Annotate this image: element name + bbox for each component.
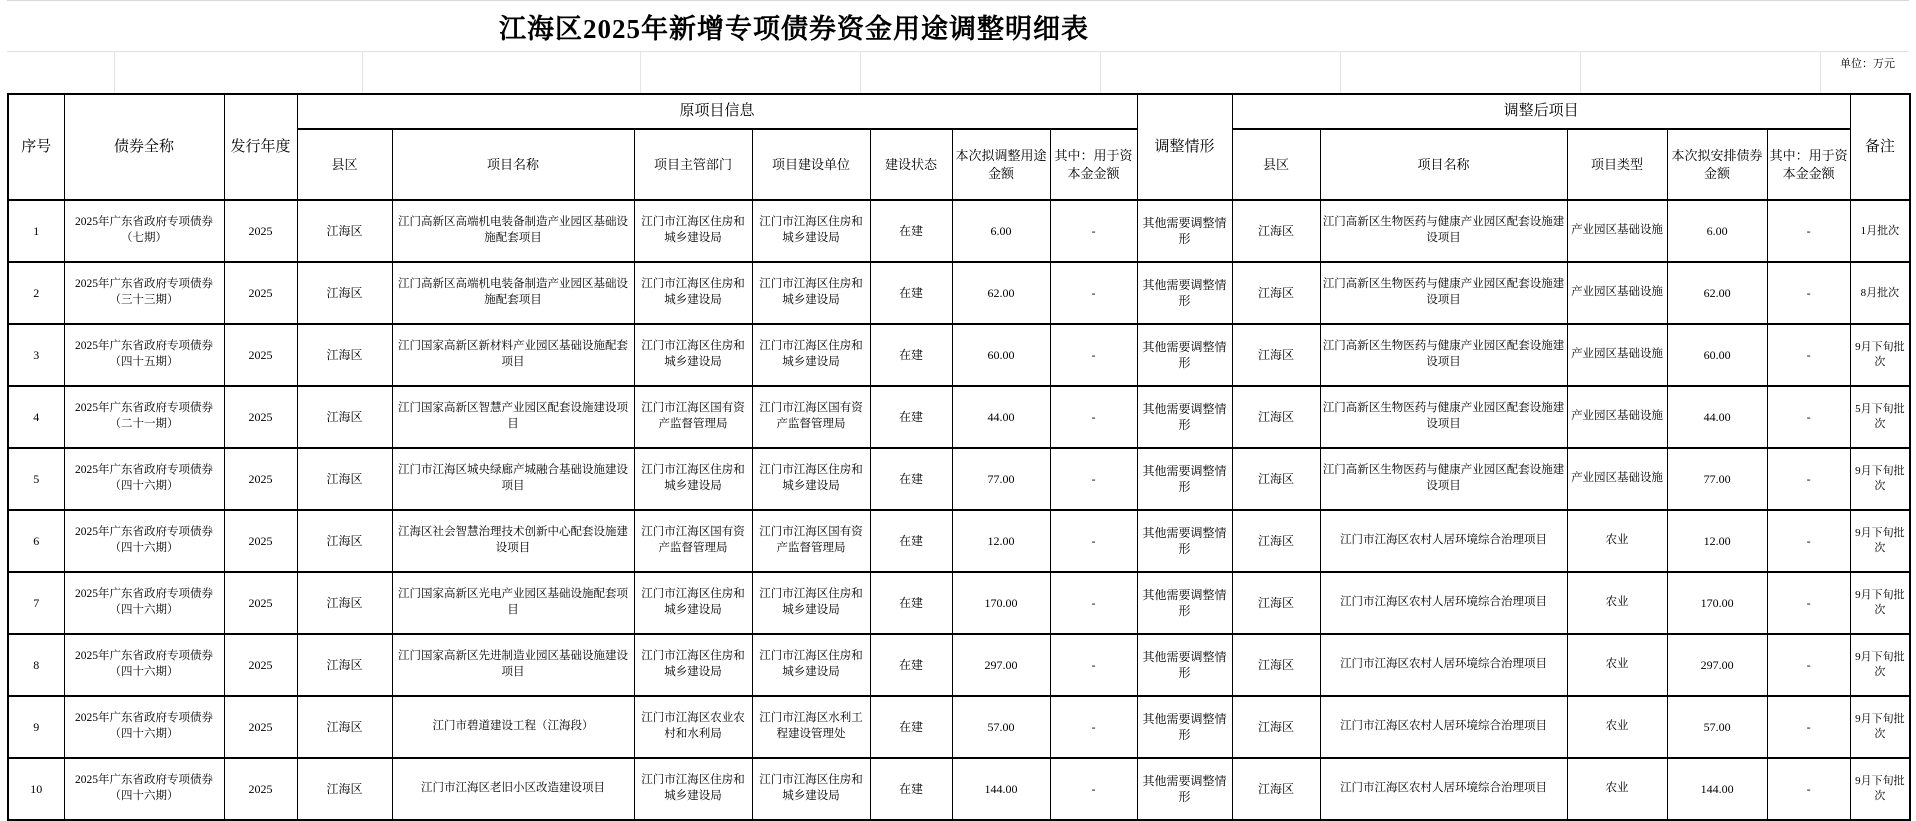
table-body — [8, 200, 1910, 820]
cell-issue-year: 2025 — [224, 572, 297, 634]
cell-orig-project: 江门国家高新区光电产业园区基础设施配套项目 — [392, 572, 634, 634]
cell-orig-dept: 江门市江海区住房和城乡建设局 — [634, 572, 752, 634]
cell-bond-name: 2025年广东省政府专项债券（四十六期） — [64, 634, 224, 696]
cell-adjust-case: 其他需要调整情形 — [1137, 262, 1232, 324]
cell-orig-project: 江门国家高新区新材料产业园区基础设施配套项目 — [392, 324, 634, 386]
col-header-orig-capital: 其中：用于资本金金额 — [1050, 129, 1137, 200]
cell-adjust-case: 其他需要调整情形 — [1137, 758, 1232, 820]
cell-bond-name: 2025年广东省政府专项债券（二十一期） — [64, 386, 224, 448]
cell-adj-project: 江门高新区生物医药与健康产业园区配套设施建设项目 — [1320, 448, 1567, 510]
cell-orig-amount: 297.00 — [952, 634, 1050, 696]
cell-adj-county: 江海区 — [1232, 572, 1320, 634]
cell-remark: 9月下旬批次 — [1850, 696, 1910, 758]
cell-bond-name: 2025年广东省政府专项债券（七期） — [64, 200, 224, 262]
bond-adjustment-table — [7, 93, 1911, 821]
cell-adj-amount: 62.00 — [1667, 262, 1767, 324]
cell-orig-capital: - — [1050, 758, 1137, 820]
cell-adj-type: 农业 — [1567, 510, 1667, 572]
cell-orig-capital: - — [1050, 386, 1137, 448]
sheet-gridline — [1580, 52, 1581, 93]
cell-orig-dept: 江门市江海区住房和城乡建设局 — [634, 448, 752, 510]
cell-seq: 2 — [8, 262, 64, 324]
cell-issue-year: 2025 — [224, 386, 297, 448]
sheet-gridline — [640, 52, 641, 93]
cell-issue-year: 2025 — [224, 262, 297, 324]
cell-orig-status: 在建 — [870, 696, 952, 758]
cell-orig-builder: 江门市江海区住房和城乡建设局 — [752, 572, 870, 634]
cell-issue-year: 2025 — [224, 510, 297, 572]
cell-orig-capital: - — [1050, 510, 1137, 572]
cell-remark: 9月下旬批次 — [1850, 448, 1910, 510]
page-title: 江海区2025年新增专项债券资金用途调整明细表 — [499, 13, 1089, 44]
cell-issue-year: 2025 — [224, 324, 297, 386]
cell-orig-dept: 江门市江海区住房和城乡建设局 — [634, 200, 752, 262]
cell-seq: 9 — [8, 696, 64, 758]
sheet-gridline — [1820, 52, 1821, 93]
header-bond-name: 债券全称 — [64, 94, 224, 200]
cell-orig-county: 江海区 — [297, 510, 392, 572]
cell-adj-amount: 44.00 — [1667, 386, 1767, 448]
cell-adj-type: 产业园区基础设施 — [1567, 200, 1667, 262]
cell-seq: 3 — [8, 324, 64, 386]
sheet-gridline — [114, 52, 115, 93]
cell-orig-dept: 江门市江海区住房和城乡建设局 — [634, 758, 752, 820]
cell-adj-county: 江海区 — [1232, 696, 1320, 758]
cell-orig-dept: 江门市江海区国有资产监督管理局 — [634, 386, 752, 448]
cell-adj-type: 农业 — [1567, 696, 1667, 758]
cell-orig-status: 在建 — [870, 200, 952, 262]
table-row — [8, 758, 1910, 820]
cell-seq: 10 — [8, 758, 64, 820]
cell-orig-dept: 江门市江海区住房和城乡建设局 — [634, 324, 752, 386]
col-header-adj-capital: 其中：用于资本金金额 — [1767, 129, 1850, 200]
cell-adj-county: 江海区 — [1232, 324, 1320, 386]
cell-orig-status: 在建 — [870, 634, 952, 696]
cell-adj-amount: 170.00 — [1667, 572, 1767, 634]
col-header-adj-type: 项目类型 — [1567, 129, 1667, 200]
cell-remark: 9月下旬批次 — [1850, 758, 1910, 820]
cell-orig-amount: 62.00 — [952, 262, 1050, 324]
col-header-orig-dept: 项目主管部门 — [634, 129, 752, 200]
sheet-page — [7, 0, 1909, 821]
cell-orig-status: 在建 — [870, 324, 952, 386]
cell-adj-capital: - — [1767, 758, 1850, 820]
cell-orig-status: 在建 — [870, 572, 952, 634]
cell-remark: 9月下旬批次 — [1850, 634, 1910, 696]
cell-adj-capital: - — [1767, 200, 1850, 262]
cell-adj-project: 江门高新区生物医药与健康产业园区配套设施建设项目 — [1320, 324, 1567, 386]
cell-adj-amount: 297.00 — [1667, 634, 1767, 696]
unit-strip — [7, 51, 1909, 93]
cell-orig-builder: 江门市江海区住房和城乡建设局 — [752, 200, 870, 262]
cell-adjust-case: 其他需要调整情形 — [1137, 696, 1232, 758]
cell-bond-name: 2025年广东省政府专项债券（四十六期） — [64, 696, 224, 758]
cell-orig-builder: 江门市江海区住房和城乡建设局 — [752, 758, 870, 820]
cell-orig-project: 江海区社会智慧治理技术创新中心配套设施建设项目 — [392, 510, 634, 572]
cell-remark: 1月批次 — [1850, 200, 1910, 262]
cell-adj-project: 江门高新区生物医药与健康产业园区配套设施建设项目 — [1320, 262, 1567, 324]
col-header-orig-amount: 本次拟调整用途金额 — [952, 129, 1050, 200]
cell-seq: 5 — [8, 448, 64, 510]
cell-orig-amount: 60.00 — [952, 324, 1050, 386]
table-row — [8, 448, 1910, 510]
cell-orig-amount: 77.00 — [952, 448, 1050, 510]
cell-adj-county: 江海区 — [1232, 448, 1320, 510]
cell-orig-amount: 6.00 — [952, 200, 1050, 262]
cell-remark: 9月下旬批次 — [1850, 510, 1910, 572]
header-seq: 序号 — [8, 94, 64, 200]
col-header-orig-project: 项目名称 — [392, 129, 634, 200]
cell-orig-amount: 170.00 — [952, 572, 1050, 634]
cell-orig-county: 江海区 — [297, 572, 392, 634]
cell-adjust-case: 其他需要调整情形 — [1137, 386, 1232, 448]
cell-orig-builder: 江门市江海区国有资产监督管理局 — [752, 386, 870, 448]
col-header-orig-county: 县区 — [297, 129, 392, 200]
cell-adj-type: 农业 — [1567, 634, 1667, 696]
cell-adj-type: 产业园区基础设施 — [1567, 448, 1667, 510]
cell-orig-county: 江海区 — [297, 634, 392, 696]
cell-issue-year: 2025 — [224, 758, 297, 820]
cell-adj-capital: - — [1767, 634, 1850, 696]
cell-orig-county: 江海区 — [297, 262, 392, 324]
col-header-orig-builder: 项目建设单位 — [752, 129, 870, 200]
cell-orig-status: 在建 — [870, 262, 952, 324]
cell-orig-dept: 江门市江海区住房和城乡建设局 — [634, 262, 752, 324]
cell-orig-builder: 江门市江海区住房和城乡建设局 — [752, 262, 870, 324]
cell-remark: 9月下旬批次 — [1850, 572, 1910, 634]
cell-orig-project: 江门市江海区城央绿廊产城融合基础设施建设项目 — [392, 448, 634, 510]
cell-remark: 8月批次 — [1850, 262, 1910, 324]
cell-orig-builder: 江门市江海区水利工程建设管理处 — [752, 696, 870, 758]
cell-orig-builder: 江门市江海区国有资产监督管理局 — [752, 510, 870, 572]
cell-adj-amount: 77.00 — [1667, 448, 1767, 510]
sheet-gridline — [860, 52, 861, 93]
cell-adj-county: 江海区 — [1232, 262, 1320, 324]
cell-orig-builder: 江门市江海区住房和城乡建设局 — [752, 448, 870, 510]
cell-adj-amount: 60.00 — [1667, 324, 1767, 386]
cell-orig-project: 江门高新区高端机电装备制造产业园区基础设施配套项目 — [392, 200, 634, 262]
cell-orig-dept: 江门市江海区农业农村和水利局 — [634, 696, 752, 758]
cell-orig-county: 江海区 — [297, 696, 392, 758]
cell-adjust-case: 其他需要调整情形 — [1137, 448, 1232, 510]
cell-orig-status: 在建 — [870, 758, 952, 820]
table-row — [8, 200, 1910, 262]
cell-adj-capital: - — [1767, 510, 1850, 572]
cell-adj-type: 农业 — [1567, 572, 1667, 634]
table-row — [8, 324, 1910, 386]
header-original-group: 原项目信息 — [297, 94, 1137, 129]
cell-adj-amount: 12.00 — [1667, 510, 1767, 572]
cell-adj-project: 江门市江海区农村人居环境综合治理项目 — [1320, 696, 1567, 758]
cell-orig-builder: 江门市江海区住房和城乡建设局 — [752, 324, 870, 386]
cell-adj-amount: 6.00 — [1667, 200, 1767, 262]
cell-orig-capital: - — [1050, 324, 1137, 386]
cell-adj-county: 江海区 — [1232, 386, 1320, 448]
cell-adj-capital: - — [1767, 324, 1850, 386]
cell-adjust-case: 其他需要调整情形 — [1137, 572, 1232, 634]
cell-orig-capital: - — [1050, 200, 1137, 262]
cell-issue-year: 2025 — [224, 448, 297, 510]
col-header-adj-project: 项目名称 — [1320, 129, 1567, 200]
cell-adj-type: 产业园区基础设施 — [1567, 262, 1667, 324]
header-adjusted-group: 调整后项目 — [1232, 94, 1850, 129]
title-strip — [7, 1, 1581, 51]
cell-orig-project: 江门国家高新区先进制造业园区基础设施建设项目 — [392, 634, 634, 696]
cell-adj-project: 江门高新区生物医药与健康产业园区配套设施建设项目 — [1320, 386, 1567, 448]
cell-adjust-case: 其他需要调整情形 — [1137, 634, 1232, 696]
cell-adj-capital: - — [1767, 262, 1850, 324]
cell-orig-project: 江门市江海区老旧小区改造建设项目 — [392, 758, 634, 820]
cell-orig-builder: 江门市江海区住房和城乡建设局 — [752, 634, 870, 696]
cell-adj-project: 江门市江海区农村人居环境综合治理项目 — [1320, 572, 1567, 634]
cell-adj-capital: - — [1767, 572, 1850, 634]
cell-orig-project: 江门高新区高端机电装备制造产业园区基础设施配套项目 — [392, 262, 634, 324]
cell-orig-county: 江海区 — [297, 758, 392, 820]
sheet-gridline — [362, 52, 363, 93]
cell-adj-type: 产业园区基础设施 — [1567, 324, 1667, 386]
cell-orig-amount: 144.00 — [952, 758, 1050, 820]
table-row — [8, 572, 1910, 634]
cell-orig-county: 江海区 — [297, 324, 392, 386]
cell-issue-year: 2025 — [224, 200, 297, 262]
cell-orig-project: 江门国家高新区智慧产业园区配套设施建设项目 — [392, 386, 634, 448]
table-row — [8, 386, 1910, 448]
cell-orig-dept: 江门市江海区住房和城乡建设局 — [634, 634, 752, 696]
cell-seq: 1 — [8, 200, 64, 262]
col-header-adj-amount: 本次拟安排债券金额 — [1667, 129, 1767, 200]
unit-note: 单位：万元 — [1840, 58, 1895, 70]
cell-issue-year: 2025 — [224, 634, 297, 696]
cell-orig-amount: 44.00 — [952, 386, 1050, 448]
cell-orig-county: 江海区 — [297, 448, 392, 510]
cell-adj-project: 江门市江海区农村人居环境综合治理项目 — [1320, 634, 1567, 696]
header-remark: 备注 — [1850, 94, 1910, 200]
cell-adj-county: 江海区 — [1232, 634, 1320, 696]
cell-orig-capital: - — [1050, 696, 1137, 758]
cell-adjust-case: 其他需要调整情形 — [1137, 324, 1232, 386]
table-row — [8, 510, 1910, 572]
cell-seq: 8 — [8, 634, 64, 696]
cell-seq: 7 — [8, 572, 64, 634]
col-header-orig-status: 建设状态 — [870, 129, 952, 200]
cell-adj-project: 江门高新区生物医药与健康产业园区配套设施建设项目 — [1320, 200, 1567, 262]
cell-bond-name: 2025年广东省政府专项债券（三十三期） — [64, 262, 224, 324]
cell-orig-capital: - — [1050, 262, 1137, 324]
cell-orig-capital: - — [1050, 634, 1137, 696]
cell-seq: 4 — [8, 386, 64, 448]
cell-adj-county: 江海区 — [1232, 758, 1320, 820]
col-header-adj-county: 县区 — [1232, 129, 1320, 200]
cell-bond-name: 2025年广东省政府专项债券（四十六期） — [64, 758, 224, 820]
cell-adj-county: 江海区 — [1232, 200, 1320, 262]
cell-orig-county: 江海区 — [297, 386, 392, 448]
cell-orig-amount: 57.00 — [952, 696, 1050, 758]
cell-adj-capital: - — [1767, 696, 1850, 758]
cell-orig-dept: 江门市江海区国有资产监督管理局 — [634, 510, 752, 572]
cell-issue-year: 2025 — [224, 696, 297, 758]
cell-adj-amount: 57.00 — [1667, 696, 1767, 758]
cell-seq: 6 — [8, 510, 64, 572]
cell-orig-amount: 12.00 — [952, 510, 1050, 572]
cell-bond-name: 2025年广东省政府专项债券（四十六期） — [64, 572, 224, 634]
cell-bond-name: 2025年广东省政府专项债券（四十六期） — [64, 510, 224, 572]
cell-adj-type: 农业 — [1567, 758, 1667, 820]
table-row — [8, 696, 1910, 758]
cell-adjust-case: 其他需要调整情形 — [1137, 200, 1232, 262]
cell-adj-project: 江门市江海区农村人居环境综合治理项目 — [1320, 510, 1567, 572]
cell-orig-project: 江门市碧道建设工程（江海段） — [392, 696, 634, 758]
cell-orig-county: 江海区 — [297, 200, 392, 262]
cell-remark: 5月下旬批次 — [1850, 386, 1910, 448]
header-adjustment-case: 调整情形 — [1137, 94, 1232, 200]
cell-orig-capital: - — [1050, 572, 1137, 634]
cell-orig-status: 在建 — [870, 510, 952, 572]
table-row — [8, 634, 1910, 696]
cell-orig-status: 在建 — [870, 448, 952, 510]
cell-adj-type: 产业园区基础设施 — [1567, 386, 1667, 448]
cell-bond-name: 2025年广东省政府专项债券（四十五期） — [64, 324, 224, 386]
cell-adjust-case: 其他需要调整情形 — [1137, 510, 1232, 572]
table-row — [8, 262, 1910, 324]
cell-remark: 9月下旬批次 — [1850, 324, 1910, 386]
cell-adj-amount: 144.00 — [1667, 758, 1767, 820]
cell-adj-project: 江门市江海区农村人居环境综合治理项目 — [1320, 758, 1567, 820]
sheet-gridline — [1100, 52, 1101, 93]
header-issue-year: 发行年度 — [224, 94, 297, 200]
cell-adj-capital: - — [1767, 386, 1850, 448]
cell-bond-name: 2025年广东省政府专项债券（四十六期） — [64, 448, 224, 510]
cell-orig-capital: - — [1050, 448, 1137, 510]
cell-adj-capital: - — [1767, 448, 1850, 510]
sheet-gridline — [1340, 52, 1341, 93]
cell-orig-status: 在建 — [870, 386, 952, 448]
cell-adj-county: 江海区 — [1232, 510, 1320, 572]
